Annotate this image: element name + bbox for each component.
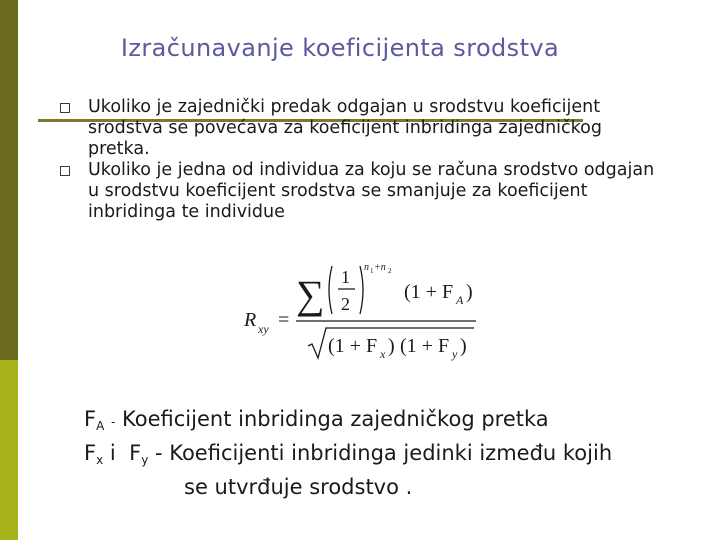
formula-denominator-x-sub: x xyxy=(380,347,386,361)
formula-denominator-y-sub: y xyxy=(452,347,458,361)
formula-exponent-n1: n xyxy=(364,262,369,273)
formula-denominator-y-close: ) xyxy=(460,335,467,357)
formula-lhs: R xyxy=(244,309,257,331)
legend-line-fx-fy: $F_x$ i $F_y$ - Koeficijenti inbridinga jedinki između kojih xyxy=(84,441,613,467)
side-bar-light xyxy=(0,360,18,540)
formula-one: 1 xyxy=(341,267,350,287)
formula-sum: ∑ xyxy=(296,272,325,317)
slide-title: Izračunavanje koeficijenta srodstva xyxy=(120,34,560,62)
formula-two: 2 xyxy=(341,294,350,314)
bullet-text: Ukoliko je jedna od individua za koju se računa srodstvo odgajan u srodstvu koeficijent srodstva se smanjuje za koeficijent inbridinga te individue xyxy=(88,160,655,222)
square-bullet-icon xyxy=(60,166,70,176)
formula-exponent-n1-sub: 1 xyxy=(370,267,374,275)
formula-numerator-factor: (1 + F xyxy=(404,281,454,303)
formula-numerator-close: ) xyxy=(466,281,473,303)
formula-paren-left xyxy=(329,266,332,314)
formula-denominator-y: (1 + F xyxy=(400,335,450,357)
formula-denominator-x: (1 + F xyxy=(328,335,378,357)
formula-denominator-x-close: ) xyxy=(388,335,395,357)
kinship-formula xyxy=(240,256,490,366)
formula-exponent-n2: +n xyxy=(374,262,386,273)
bullet-item xyxy=(58,160,658,223)
formula-numerator-sub: A xyxy=(456,293,464,307)
symbol-legend xyxy=(84,406,714,501)
bullet-item xyxy=(58,97,658,160)
formula-exponent-n2-sub: 2 xyxy=(388,267,392,275)
formula-equals: = xyxy=(278,309,290,331)
legend-line-fa: $F_A$ - Koeficijent inbridinga zajedničkog pretka xyxy=(84,407,549,433)
formula-paren-right xyxy=(360,266,363,314)
formula-lhs-sub: xy xyxy=(258,322,269,336)
square-bullet-icon xyxy=(60,103,70,113)
legend-line-continuation: se utvrđuje srodstvo . xyxy=(184,475,413,499)
bullet-text: Ukoliko je zajednički predak odgajan u srodstvu koeficijent srodstva se povećava za koeficijent inbridinga zajedničkog pretka. xyxy=(88,97,602,159)
bullet-list xyxy=(58,97,658,223)
